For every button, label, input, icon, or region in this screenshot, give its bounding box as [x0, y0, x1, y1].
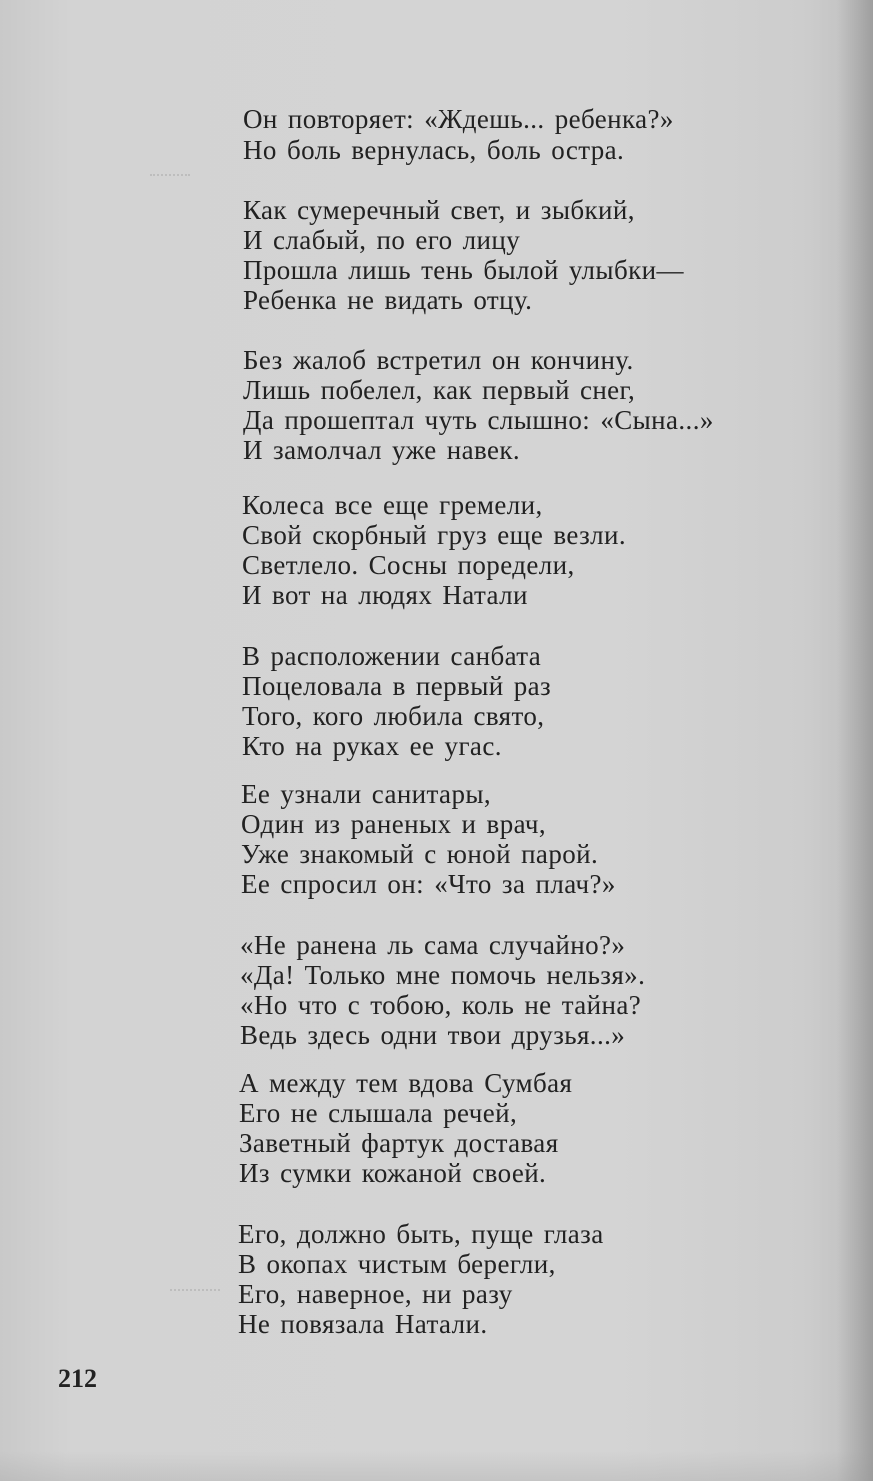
poem-line: В расположении санбата [242, 641, 542, 671]
poem-line: Как сумеречный свет, и зыбкий, [243, 195, 635, 225]
poem-line: Один из раненых и врач, [241, 809, 547, 839]
poem-line: Ведь здесь одни твои друзья...» [240, 1020, 626, 1050]
page-number: 212 [58, 1364, 97, 1393]
poem-line: Лишь побелел, как первый снег, [243, 375, 636, 405]
poem-line: Его, должно быть, пуще глаза [238, 1219, 604, 1249]
poem-line: «Да! Только мне помочь нельзя». [240, 960, 646, 990]
poem-line: Уже знакомый с юной парой. [241, 839, 599, 869]
poem-line: Прошла лишь тень былой улыбки— [243, 255, 684, 285]
poem-line: Ребенка не видать отцу. [243, 285, 533, 315]
poem-line: Ее спросил он: «Что за плач?» [241, 869, 616, 899]
poem-line: Он повторяет: «Ждешь... ребенка?» [243, 104, 674, 134]
poem-line: Того, кого любила свято, [242, 701, 545, 731]
poem-line: Ее узнали санитары, [241, 779, 492, 809]
poem-line: Светлело. Сосны поредели, [242, 550, 575, 580]
poem-line: И слабый, по его лицу [243, 225, 521, 255]
poem-line: Да прошептал чуть слышно: «Сына...» [243, 405, 714, 435]
poem-line: Заветный фартук доставая [239, 1128, 559, 1158]
poem-line: Колеса все еще гремели, [242, 490, 543, 520]
poem-line: В окопах чистым берегли, [238, 1249, 556, 1279]
poem-line: Кто на руках ее угас. [242, 731, 502, 761]
poem-line: «Но что с тобою, коль не тайна? [240, 990, 642, 1020]
poem-line: «Не ранена ль сама случайно?» [240, 930, 626, 960]
poem-line: Его не слышала речей, [239, 1098, 518, 1128]
poem-line: Без жалоб встретил он кончину. [243, 345, 634, 375]
poem-line: Из сумки кожаной своей. [239, 1158, 547, 1188]
poem-line: Не повязала Натали. [238, 1309, 488, 1339]
poem-line: Поцеловала в первый раз [242, 671, 552, 701]
poem-line: Свой скорбный груз еще везли. [242, 520, 627, 550]
poem-line: Его, наверное, ни разу [238, 1279, 513, 1309]
poem-line: И вот на людях Натали [242, 580, 528, 610]
poem-line: И замолчал уже навек. [243, 435, 521, 465]
poem-line: А между тем вдова Сумбая [239, 1068, 573, 1098]
poem-line: Но боль вернулась, боль остра. [243, 135, 625, 165]
